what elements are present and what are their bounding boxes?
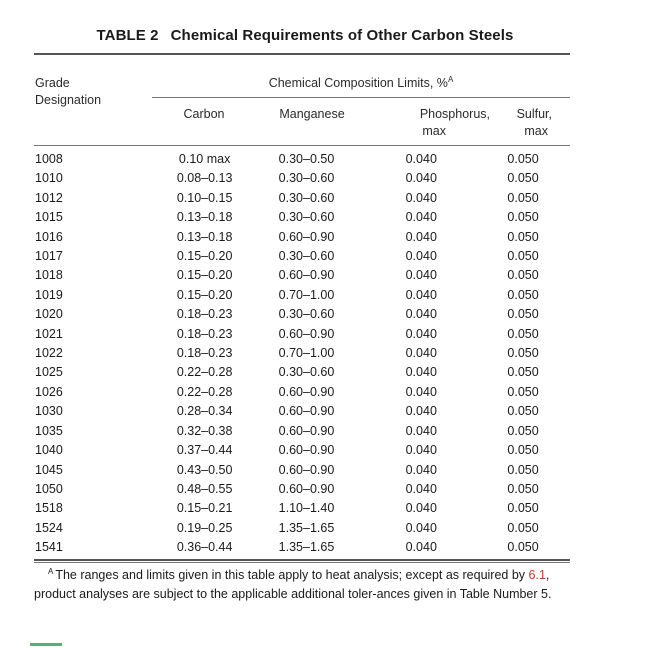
bottom-rule-2 [34, 562, 570, 563]
grade-cell: 1541 [35, 540, 63, 555]
grade-cell: 1022 [35, 346, 63, 361]
header-manganese-label: Manganese [279, 107, 345, 121]
header-phosphorus [372, 106, 490, 140]
carbon-cell: 0.13–0.18 [176, 229, 233, 244]
grade-cell: 1518 [35, 501, 63, 516]
carbon-cell: 0.15–0.20 [176, 268, 233, 283]
manganese-cell: 0.30–0.60 [278, 365, 335, 380]
phosphorus-cell: 0.040 [405, 384, 437, 399]
carbon-cell: 0.15–0.20 [176, 249, 233, 264]
carbon-cell: 0.32–0.38 [176, 423, 233, 438]
table-row [34, 383, 562, 402]
manganese-cell: 0.30–0.60 [278, 210, 335, 225]
sulfur-cell: 0.050 [507, 287, 539, 302]
phosphorus-cell: 0.040 [405, 540, 437, 555]
header-rule [34, 145, 570, 146]
table-row [34, 247, 562, 266]
phosphorus-cell: 0.040 [405, 423, 437, 438]
header-composition-group [152, 75, 570, 92]
sulfur-cell: 0.050 [507, 423, 539, 438]
header-footnote-mark: A [447, 74, 454, 84]
sulfur-cell: 0.050 [507, 540, 539, 555]
table-row [34, 228, 562, 247]
footnote-text-after: , product analyses are subject to the applicable additional toler-ances given in Table Number 5. [34, 568, 552, 601]
bottom-rule [34, 559, 570, 561]
grade-cell: 1030 [35, 404, 63, 419]
grade-cell: 1008 [35, 152, 63, 166]
table-row [34, 422, 562, 441]
phosphorus-cell: 0.040 [405, 152, 437, 166]
grade-cell: 1021 [35, 326, 63, 341]
header-grade-line1: Grade [35, 76, 70, 90]
carbon-cell: 0.10 max [178, 152, 231, 166]
grade-cell: 1015 [35, 210, 63, 225]
table-row [34, 189, 562, 208]
sulfur-cell: 0.050 [507, 443, 539, 458]
manganese-cell: 0.60–0.90 [278, 268, 335, 283]
phosphorus-cell: 0.040 [405, 520, 437, 535]
footer-accent-bar [30, 643, 62, 646]
header-manganese [258, 106, 366, 123]
phosphorus-cell: 0.040 [405, 365, 437, 380]
table-number: TABLE 2 [96, 27, 159, 44]
phosphorus-cell: 0.040 [405, 287, 437, 302]
grade-cell: 1040 [35, 443, 63, 458]
manganese-cell: 0.60–0.90 [278, 229, 335, 244]
table-row [34, 344, 562, 363]
grade-cell: 1010 [35, 171, 63, 186]
header-carbon [154, 106, 254, 123]
table-row [34, 150, 562, 169]
sulfur-cell: 0.050 [507, 501, 539, 516]
manganese-cell: 0.60–0.90 [278, 462, 335, 477]
manganese-cell: 0.60–0.90 [278, 384, 335, 399]
sulfur-cell: 0.050 [507, 384, 539, 399]
table-row [34, 538, 562, 557]
sulfur-cell: 0.050 [507, 307, 539, 322]
carbon-cell: 0.10–0.15 [176, 190, 233, 205]
grade-cell: 1012 [35, 190, 63, 205]
phosphorus-cell: 0.040 [405, 404, 437, 419]
sulfur-cell: 0.050 [507, 152, 539, 166]
sulfur-cell: 0.050 [507, 190, 539, 205]
phosphorus-cell: 0.040 [405, 443, 437, 458]
phosphorus-cell: 0.040 [405, 462, 437, 477]
table-title [0, 27, 610, 44]
header-grade [35, 75, 101, 109]
phosphorus-cell: 0.040 [405, 346, 437, 361]
manganese-cell: 0.70–1.00 [278, 287, 335, 302]
grade-cell: 1050 [35, 481, 63, 496]
table-row [34, 363, 562, 382]
carbon-cell: 0.48–0.55 [176, 481, 233, 496]
grade-cell: 1018 [35, 268, 63, 283]
phosphorus-cell: 0.040 [405, 501, 437, 516]
grade-cell: 1017 [35, 249, 63, 264]
manganese-cell: 0.30–0.60 [278, 307, 335, 322]
header-sulfur-line2: max [524, 124, 548, 138]
carbon-cell: 0.37–0.44 [176, 443, 233, 458]
manganese-cell: 0.30–0.60 [278, 171, 335, 186]
phosphorus-cell: 0.040 [405, 229, 437, 244]
header-phosphorus-line1: Phosphorus, [419, 107, 490, 121]
phosphorus-cell: 0.040 [405, 190, 437, 205]
table-row [34, 286, 562, 305]
manganese-cell: 0.30–0.50 [278, 152, 335, 166]
footnote-text-before: The ranges and limits given in this table apply to heat analysis; except as required by [55, 568, 529, 582]
sulfur-cell: 0.050 [507, 462, 539, 477]
group-rule [152, 97, 570, 98]
grade-cell: 1045 [35, 462, 63, 477]
sulfur-cell: 0.050 [507, 365, 539, 380]
grade-cell: 1025 [35, 365, 63, 380]
phosphorus-cell: 0.040 [405, 326, 437, 341]
sulfur-cell: 0.050 [507, 326, 539, 341]
sulfur-cell: 0.050 [507, 520, 539, 535]
phosphorus-cell: 0.040 [405, 171, 437, 186]
chemical-requirements-table [34, 150, 562, 558]
table-row [34, 519, 562, 538]
grade-cell: 1035 [35, 423, 63, 438]
phosphorus-cell: 0.040 [405, 268, 437, 283]
table-row [34, 480, 562, 499]
table-footnote [34, 566, 579, 604]
header-sulfur-line1: Sulfur, [516, 107, 552, 121]
carbon-cell: 0.22–0.28 [176, 384, 233, 399]
carbon-cell: 0.19–0.25 [176, 520, 233, 535]
manganese-cell: 0.30–0.60 [278, 249, 335, 264]
grade-cell: 1019 [35, 287, 63, 302]
grade-cell: 1524 [35, 520, 63, 535]
table-row [34, 325, 562, 344]
carbon-cell: 0.15–0.21 [176, 501, 233, 516]
manganese-cell: 0.70–1.00 [278, 346, 335, 361]
footnote-mark: A [48, 566, 54, 576]
carbon-cell: 0.18–0.23 [176, 326, 233, 341]
carbon-cell: 0.18–0.23 [176, 346, 233, 361]
carbon-cell: 0.13–0.18 [176, 210, 233, 225]
table-row [34, 402, 562, 421]
manganese-cell: 0.30–0.60 [278, 190, 335, 205]
sulfur-cell: 0.050 [507, 346, 539, 361]
phosphorus-cell: 0.040 [405, 249, 437, 264]
table-row [34, 305, 562, 324]
section-reference-link[interactable]: 6.1 [528, 568, 546, 582]
manganese-cell: 0.60–0.90 [278, 443, 335, 458]
header-grade-line2: Designation [35, 93, 102, 107]
manganese-cell: 0.60–0.90 [278, 481, 335, 496]
manganese-cell: 1.10–1.40 [278, 501, 335, 516]
carbon-cell: 0.43–0.50 [176, 462, 233, 477]
header-composition-text: Chemical Composition Limits, % [268, 76, 448, 90]
carbon-cell: 0.18–0.23 [176, 307, 233, 322]
carbon-cell: 0.15–0.20 [176, 287, 233, 302]
header-sulfur [500, 106, 570, 140]
top-rule [34, 53, 570, 55]
sulfur-cell: 0.050 [507, 481, 539, 496]
manganese-cell: 0.60–0.90 [278, 326, 335, 341]
carbon-cell: 0.08–0.13 [176, 171, 233, 186]
table-row [34, 461, 562, 480]
sulfur-cell: 0.050 [507, 210, 539, 225]
manganese-cell: 1.35–1.65 [278, 540, 335, 555]
grade-cell: 1026 [35, 384, 63, 399]
header-phosphorus-line2: max [422, 124, 446, 138]
table-row [34, 499, 562, 518]
table-body [34, 150, 562, 558]
phosphorus-cell: 0.040 [405, 481, 437, 496]
table-row [34, 266, 562, 285]
table-row [34, 208, 562, 227]
phosphorus-cell: 0.040 [405, 307, 437, 322]
header-carbon-label: Carbon [183, 107, 225, 121]
sulfur-cell: 0.050 [507, 268, 539, 283]
sulfur-cell: 0.050 [507, 171, 539, 186]
table-title-text: Chemical Requirements of Other Carbon Steels [170, 27, 514, 44]
sulfur-cell: 0.050 [507, 249, 539, 264]
phosphorus-cell: 0.040 [405, 210, 437, 225]
table-row [34, 169, 562, 188]
carbon-cell: 0.22–0.28 [176, 365, 233, 380]
sulfur-cell: 0.050 [507, 229, 539, 244]
grade-cell: 1020 [35, 307, 63, 322]
manganese-cell: 0.60–0.90 [278, 423, 335, 438]
manganese-cell: 1.35–1.65 [278, 520, 335, 535]
grade-cell: 1016 [35, 229, 63, 244]
table-row [34, 441, 562, 460]
carbon-cell: 0.36–0.44 [176, 540, 233, 555]
carbon-cell: 0.28–0.34 [176, 404, 233, 419]
sulfur-cell: 0.050 [507, 404, 539, 419]
manganese-cell: 0.60–0.90 [278, 404, 335, 419]
